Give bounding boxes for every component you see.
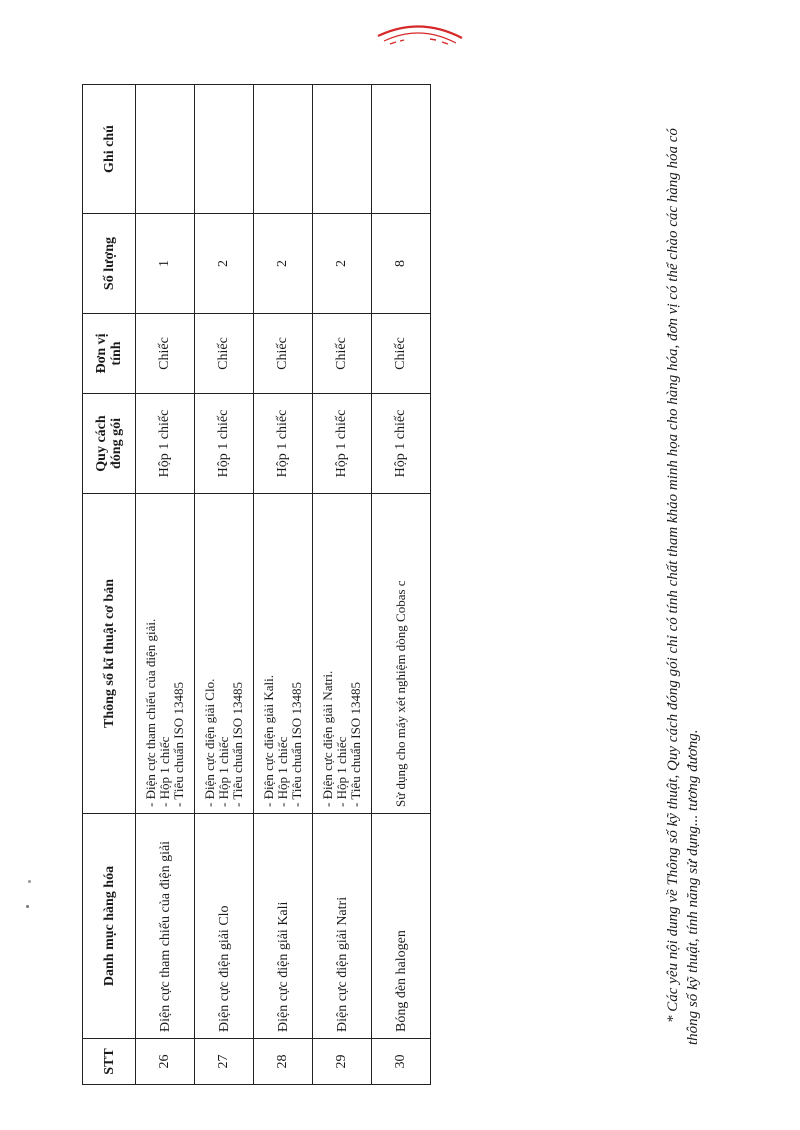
cell-unit: Chiếc (372, 314, 431, 394)
scan-speck (28, 880, 31, 883)
table-header-row (83, 85, 136, 1085)
table-row (136, 85, 195, 1085)
cell-packaging: Hộp 1 chiếc (136, 394, 195, 494)
header-quantity: Số lượng (83, 214, 136, 314)
spec-line: - Điện cực điện giải Clo. (202, 678, 217, 807)
header-stt: STT (83, 1039, 136, 1085)
cell-name: Bóng đèn halogen (372, 814, 431, 1039)
cell-spec (372, 494, 431, 814)
goods-spec-table (82, 84, 431, 1085)
table-row (372, 85, 431, 1085)
red-stamp-fragment (370, 8, 470, 53)
cell-packaging: Hộp 1 chiếc (372, 394, 431, 494)
cell-unit: Chiếc (136, 314, 195, 394)
cell-unit: Chiếc (254, 314, 313, 394)
table-row (195, 85, 254, 1085)
rotated-document-page (60, 85, 780, 1085)
table-row (313, 85, 372, 1085)
cell-stt: 28 (254, 1039, 313, 1085)
cell-note (136, 85, 195, 214)
cell-note (313, 85, 372, 214)
cell-quantity: 1 (136, 214, 195, 314)
table-row (254, 85, 313, 1085)
cell-quantity: 8 (372, 214, 431, 314)
cell-unit: Chiếc (195, 314, 254, 394)
cell-quantity: 2 (254, 214, 313, 314)
header-name: Danh mục hàng hóa (83, 814, 136, 1039)
spec-line: - Tiêu chuẩn ISO 13485 (230, 682, 245, 807)
cell-note (254, 85, 313, 214)
spec-line: - Điện cực tham chiếu của điện giải. (143, 618, 158, 807)
cell-name: Điện cực điện giải Natri (313, 814, 372, 1039)
spec-line: - Hộp 1 chiếc (275, 736, 290, 807)
cell-name: Điện cực tham chiếu của điện giải (136, 814, 195, 1039)
spec-line: Sử dụng cho máy xét nghiệm dòng Cobas c (393, 580, 408, 807)
cell-name: Điện cực điện giải Clo (195, 814, 254, 1039)
cell-spec (254, 494, 313, 814)
cell-stt: 29 (313, 1039, 372, 1085)
spec-line: - Tiêu chuẩn ISO 13485 (348, 682, 363, 807)
cell-quantity: 2 (313, 214, 372, 314)
cell-note (372, 85, 431, 214)
footnote: * Các yêu nội dung về Thông số kỹ thuật, Quy cách đóng gói chỉ có tính chất tham khảo minh họa cho hàng hóa, đơn vị có thể chào các hàng hóa có thông số kỹ thuật, tính năng sử dụng... tương đương. (665, 128, 701, 1045)
cell-spec (136, 494, 195, 814)
header-note: Ghi chú (83, 85, 136, 214)
cell-note (195, 85, 254, 214)
spec-line: - Điện cực điện giải Kali. (261, 675, 276, 807)
spec-line: - Hộp 1 chiếc (216, 736, 231, 807)
header-unit: Đơn vị tính (83, 314, 136, 394)
spec-line: - Tiêu chuẩn ISO 13485 (289, 682, 304, 807)
header-spec: Thông số kĩ thuật cơ bản (83, 494, 136, 814)
cell-packaging: Hộp 1 chiếc (195, 394, 254, 494)
cell-unit: Chiếc (313, 314, 372, 394)
spec-line: - Điện cực điện giải Natri. (320, 670, 335, 807)
cell-stt: 26 (136, 1039, 195, 1085)
cell-spec (313, 494, 372, 814)
spec-line: - Hộp 1 chiếc (157, 736, 172, 807)
spec-line: - Tiêu chuẩn ISO 13485 (171, 682, 186, 807)
header-packaging: Quy cách đóng gói (83, 394, 136, 494)
spec-line: - Hộp 1 chiếc (334, 736, 349, 807)
cell-stt: 27 (195, 1039, 254, 1085)
cell-name: Điện cực điện giải Kali (254, 814, 313, 1039)
cell-packaging: Hộp 1 chiếc (254, 394, 313, 494)
cell-spec (195, 494, 254, 814)
cell-packaging: Hộp 1 chiếc (313, 394, 372, 494)
cell-quantity: 2 (195, 214, 254, 314)
cell-stt: 30 (372, 1039, 431, 1085)
scan-speck (26, 905, 29, 908)
